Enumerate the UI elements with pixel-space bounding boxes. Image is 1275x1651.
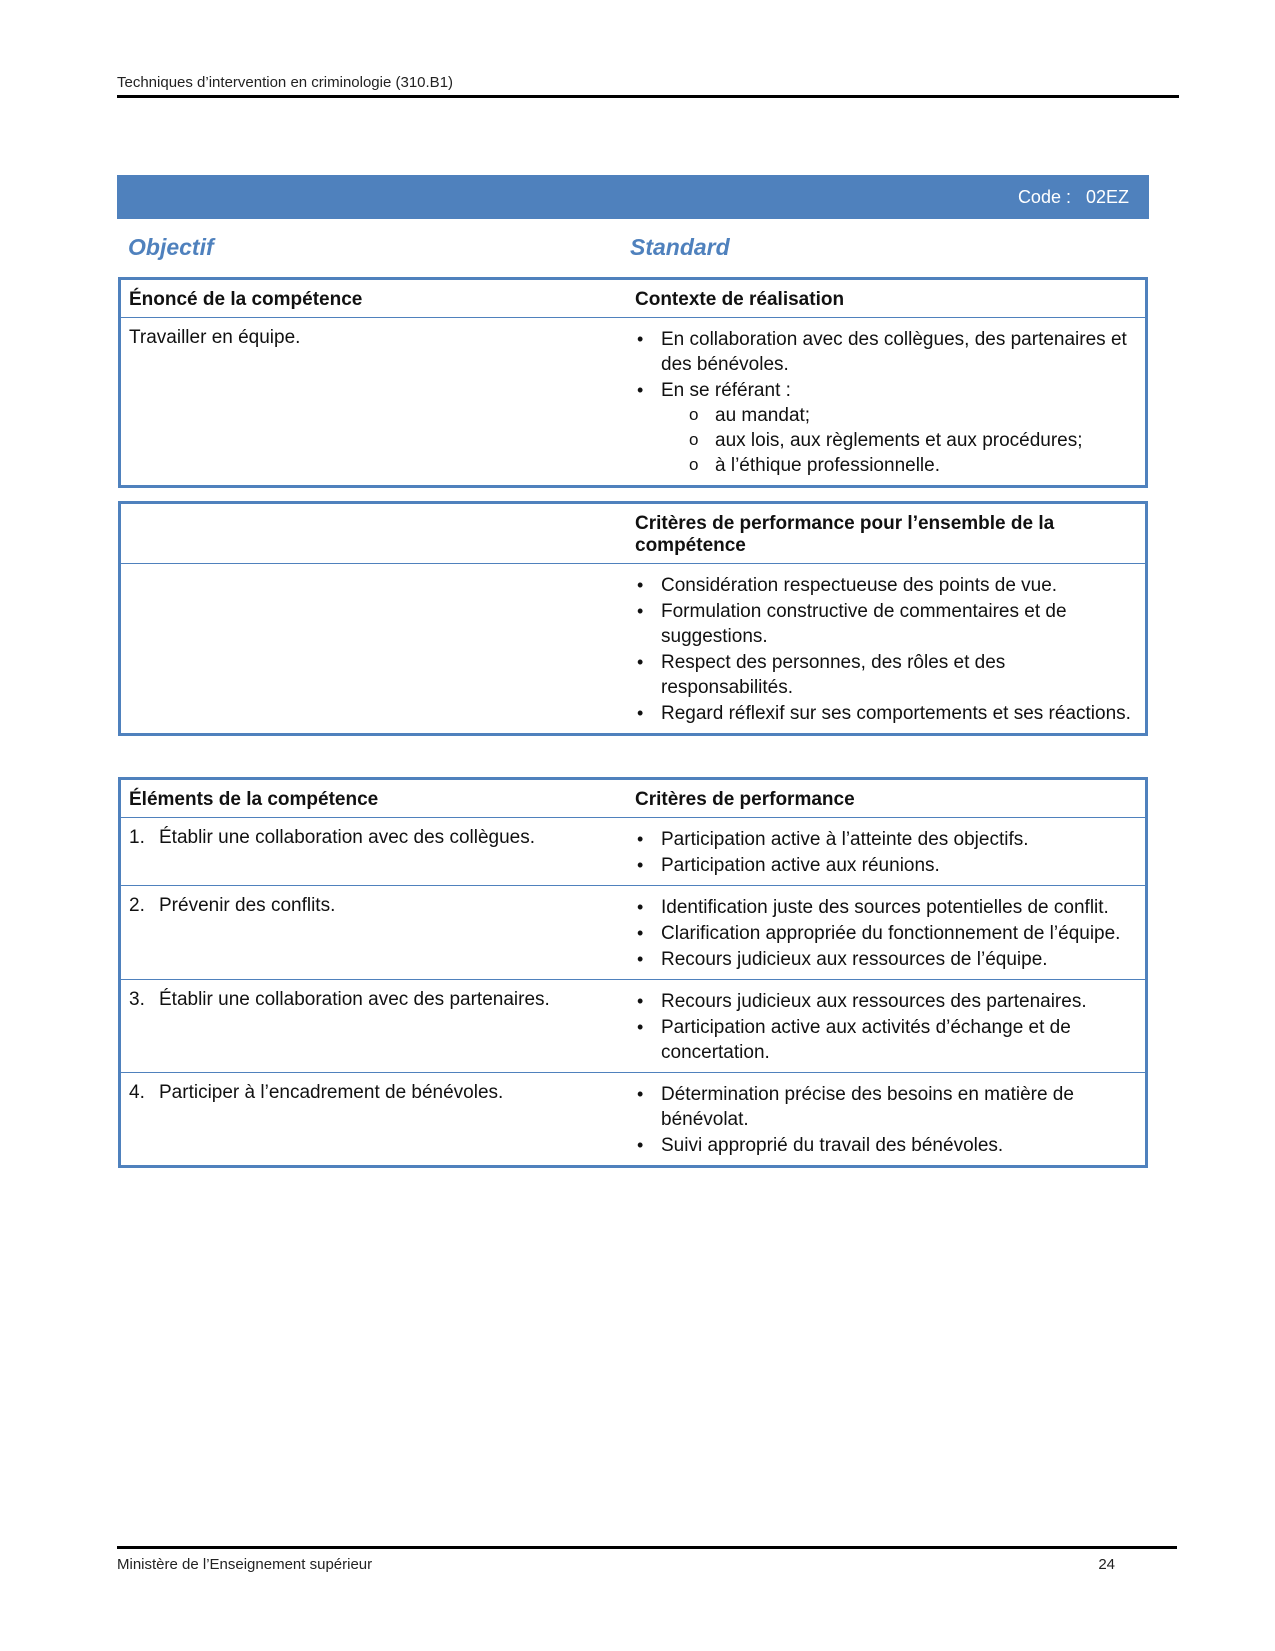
statement-header: Énoncé de la compétence [129, 289, 363, 310]
element-cell [121, 818, 631, 885]
element-cell [121, 980, 631, 1072]
list-item: • Suivi approprié du travail des bénévoles. [635, 1133, 1133, 1158]
context-item-text: En collaboration avec des collègues, des partenaires et des bénévoles. [661, 329, 1127, 375]
table-header [121, 504, 1145, 564]
context-header: Contexte de réalisation [635, 289, 845, 310]
criteria-cell [631, 818, 1145, 885]
criteria-list [635, 895, 1133, 972]
page-number: 24 [1098, 1556, 1115, 1573]
criteria-cell [631, 1073, 1145, 1165]
overall-criteria-table [118, 501, 1148, 736]
list-item: • Identification juste des sources potentielles de conflit. [635, 895, 1133, 920]
element-cell [121, 886, 631, 979]
elements-criteria-table [118, 777, 1148, 1168]
element-text: Participer à l’encadrement de bénévoles. [159, 1082, 504, 1103]
table-row [121, 1072, 1145, 1165]
context-cell [631, 318, 1145, 485]
list-item: • Clarification appropriée du fonctionnement de l’équipe. [635, 921, 1133, 946]
sub-list-item: o au mandat; [687, 403, 1133, 428]
elements-header: Éléments de la compétence [129, 789, 379, 810]
list-item: • Participation active à l’atteinte des objectifs. [635, 827, 1133, 852]
table-row [121, 564, 1145, 733]
list-item: • Participation active aux réunions. [635, 853, 1133, 878]
list-item [635, 327, 1133, 377]
sub-list-item: o aux lois, aux règlements et aux procédures; [687, 428, 1133, 453]
criteria-list [635, 827, 1133, 878]
ministry-name: Ministère de l’Enseignement supérieur [117, 1556, 373, 1573]
overall-criteria-cell [631, 564, 1145, 733]
element-number: 3. [129, 989, 145, 1010]
element-number: 4. [129, 1082, 145, 1103]
list-item: • Recours judicieux aux ressources de l’équipe. [635, 947, 1133, 972]
table-row [121, 818, 1145, 885]
element-number: 1. [129, 827, 145, 848]
table-header [121, 280, 1145, 318]
list-item: • Regard réflexif sur ses comportements et ses réactions. [635, 701, 1133, 726]
statement-context-table [118, 277, 1148, 488]
running-footer [117, 1546, 1177, 1573]
empty-cell [121, 564, 631, 733]
section-labels [128, 234, 1148, 264]
sub-list-item: o à l’éthique professionnelle. [687, 453, 1133, 478]
empty-header-cell [121, 504, 631, 563]
element-cell [121, 1073, 631, 1165]
competency-code: Code : 02EZ [1017, 187, 1129, 207]
criteria-cell [631, 980, 1145, 1072]
criteria-list [635, 989, 1133, 1065]
program-title: Techniques d’intervention en criminologie (310.B1) [117, 74, 454, 91]
element-text: Établir une collaboration avec des collègues. [159, 827, 536, 848]
element-number: 2. [129, 895, 145, 916]
table-row [121, 318, 1145, 485]
context-item-text: En se référant : [661, 380, 791, 401]
list-item: • Respect des personnes, des rôles et des responsabilités. [635, 650, 1133, 700]
list-item: • Participation active aux activités d’échange et de concertation. [635, 1015, 1133, 1065]
context-list [635, 327, 1133, 478]
table-row [121, 979, 1145, 1072]
sub-list [661, 403, 1133, 478]
overall-criteria-header: Critères de performance pour l’ensemble de la compétence [635, 513, 1055, 556]
list-item: • Détermination précise des besoins en matière de bénévolat. [635, 1082, 1133, 1132]
overall-criteria-list [635, 573, 1133, 726]
competency-statement: Travailler en équipe. [129, 327, 301, 348]
list-item [635, 378, 1133, 478]
table-header [121, 780, 1145, 818]
code-bar [117, 175, 1149, 219]
standard-label: Standard [630, 234, 730, 260]
list-item: • Recours judicieux aux ressources des partenaires. [635, 989, 1133, 1014]
list-item: • Considération respectueuse des points de vue. [635, 573, 1133, 598]
table-row [121, 885, 1145, 979]
list-item: • Formulation constructive de commentaires et de suggestions. [635, 599, 1133, 649]
objectif-label: Objectif [128, 234, 214, 260]
element-text: Établir une collaboration avec des partenaires. [159, 989, 550, 1010]
criteria-header: Critères de performance [635, 789, 855, 810]
criteria-list [635, 1082, 1133, 1158]
criteria-cell [631, 886, 1145, 979]
element-text: Prévenir des conflits. [159, 895, 336, 916]
running-header [117, 74, 1179, 98]
